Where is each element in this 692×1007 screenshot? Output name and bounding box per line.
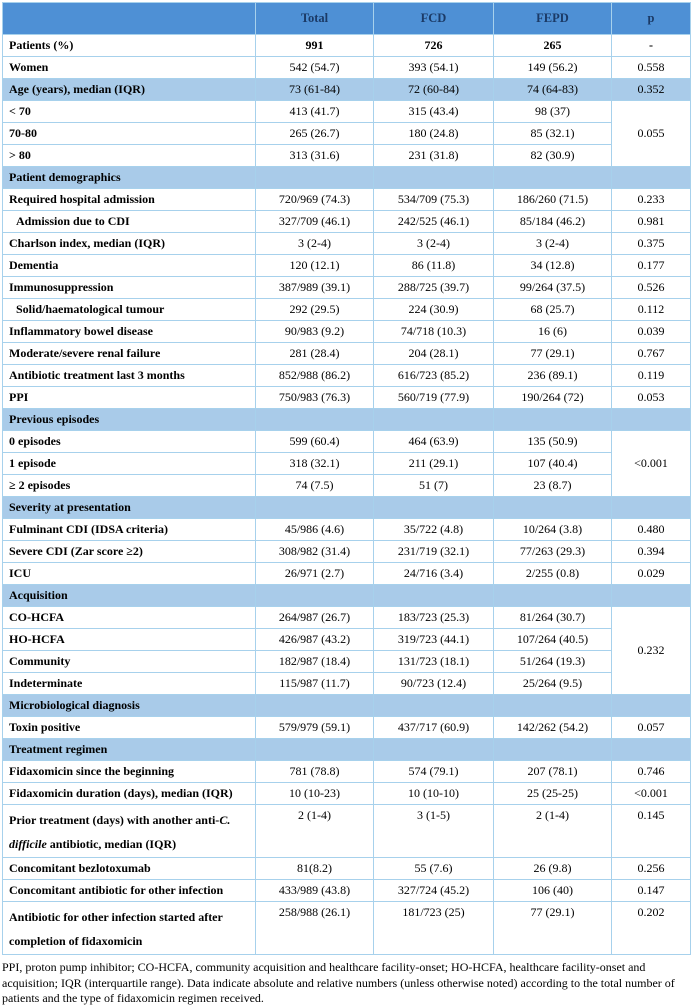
header-corner-cell: [3, 3, 256, 35]
value-cell: 77/263 (29.3): [494, 541, 612, 563]
row-label-cell: Severe CDI (Zar score ≥2): [3, 541, 256, 563]
value-cell: 2 (1-4): [256, 805, 374, 858]
section-empty-cell: [612, 739, 691, 761]
row-label-cell: 1 episode: [3, 453, 256, 475]
table-row: [3, 475, 691, 497]
row-label-cell: Moderate/severe renal failure: [3, 343, 256, 365]
row-label-cell: Fidaxomicin since the beginning: [3, 761, 256, 783]
section-empty-cell: [256, 497, 374, 519]
row-label-cell: Dementia: [3, 255, 256, 277]
value-cell: 231 (31.8): [374, 145, 494, 167]
table-row: [3, 233, 691, 255]
section-row: [3, 497, 691, 519]
value-cell: 327/709 (46.1): [256, 211, 374, 233]
value-cell: 2 (1-4): [494, 805, 612, 858]
value-cell: 579/979 (59.1): [256, 717, 374, 739]
value-cell: 45/986 (4.6): [256, 519, 374, 541]
row-label-cell: Patients (%): [3, 35, 256, 57]
row-label-cell: Required hospital admission: [3, 189, 256, 211]
p-value-cell: <0.001: [612, 431, 691, 497]
row-label-cell: PPI: [3, 387, 256, 409]
value-cell: 560/719 (77.9): [374, 387, 494, 409]
row-label-cell: > 80: [3, 145, 256, 167]
value-cell: 90/983 (9.2): [256, 321, 374, 343]
section-empty-cell: [374, 739, 494, 761]
section-row: [3, 739, 691, 761]
p-value-cell: 0.981: [612, 211, 691, 233]
p-value-cell: 0.526: [612, 277, 691, 299]
section-empty-cell: [256, 585, 374, 607]
row-label-cell: Indeterminate: [3, 673, 256, 695]
row-label-cell: CO-HCFA: [3, 607, 256, 629]
value-cell: 55 (7.6): [374, 858, 494, 880]
value-cell: 120 (12.1): [256, 255, 374, 277]
table-row: [3, 255, 691, 277]
table-row: [3, 805, 691, 858]
section-row: [3, 585, 691, 607]
p-value-cell: 0.055: [612, 101, 691, 167]
value-cell: 204 (28.1): [374, 343, 494, 365]
section-empty-cell: [374, 585, 494, 607]
value-cell: 77 (29.1): [494, 343, 612, 365]
value-cell: 82 (30.9): [494, 145, 612, 167]
table-row: [3, 343, 691, 365]
row-label-cell: 0 episodes: [3, 431, 256, 453]
value-cell: 292 (29.5): [256, 299, 374, 321]
value-cell: 750/983 (76.3): [256, 387, 374, 409]
section-empty-cell: [494, 409, 612, 431]
value-cell: 315 (43.4): [374, 101, 494, 123]
value-cell: 186/260 (71.5): [494, 189, 612, 211]
row-label-cell: Charlson index, median (IQR): [3, 233, 256, 255]
p-value-cell: 0.029: [612, 563, 691, 585]
section-empty-cell: [612, 409, 691, 431]
value-cell: 16 (6): [494, 321, 612, 343]
value-cell: 180 (24.8): [374, 123, 494, 145]
value-cell: 991: [256, 35, 374, 57]
value-cell: 81/264 (30.7): [494, 607, 612, 629]
row-label-cell: Admission due to CDI: [3, 211, 256, 233]
table-row: [3, 453, 691, 475]
value-cell: 211 (29.1): [374, 453, 494, 475]
header-cell-fepd: FEPD: [494, 3, 612, 35]
p-value-cell: 0.558: [612, 57, 691, 79]
section-empty-cell: [374, 695, 494, 717]
value-cell: 426/987 (43.2): [256, 629, 374, 651]
section-empty-cell: [612, 585, 691, 607]
row-label-cell: Immunosuppression: [3, 277, 256, 299]
value-cell: 264/987 (26.7): [256, 607, 374, 629]
table-row: [3, 858, 691, 880]
value-cell: 265: [494, 35, 612, 57]
value-cell: 149 (56.2): [494, 57, 612, 79]
value-cell: 34 (12.8): [494, 255, 612, 277]
value-cell: 308/982 (31.4): [256, 541, 374, 563]
value-cell: 26/971 (2.7): [256, 563, 374, 585]
row-label-cell: Solid/haematological tumour: [3, 299, 256, 321]
p-value-cell: -: [612, 35, 691, 57]
value-cell: 74/718 (10.3): [374, 321, 494, 343]
p-value-cell: 0.202: [612, 902, 691, 955]
value-cell: 51/264 (19.3): [494, 651, 612, 673]
table-row: [3, 189, 691, 211]
section-row: [3, 695, 691, 717]
row-label-cell: Fidaxomicin duration (days), median (IQR): [3, 783, 256, 805]
section-empty-cell: [256, 409, 374, 431]
header-cell-total: Total: [256, 3, 374, 35]
patient-characteristics-table: [2, 2, 691, 955]
value-cell: 413 (41.7): [256, 101, 374, 123]
row-label-cell: Community: [3, 651, 256, 673]
p-value-cell: 0.039: [612, 321, 691, 343]
p-value-cell: 0.053: [612, 387, 691, 409]
value-cell: 231/719 (32.1): [374, 541, 494, 563]
value-cell: 258/988 (26.1): [256, 902, 374, 955]
value-cell: 288/725 (39.7): [374, 277, 494, 299]
table-row: [3, 35, 691, 57]
value-cell: 51 (7): [374, 475, 494, 497]
table-row: [3, 902, 691, 955]
section-label-cell: Treatment regimen: [3, 739, 256, 761]
value-cell: 437/717 (60.9): [374, 717, 494, 739]
value-cell: 236 (89.1): [494, 365, 612, 387]
p-value-cell: 0.232: [612, 607, 691, 695]
value-cell: 10 (10-23): [256, 783, 374, 805]
value-cell: 142/262 (54.2): [494, 717, 612, 739]
value-cell: 464 (63.9): [374, 431, 494, 453]
value-cell: 26 (9.8): [494, 858, 612, 880]
value-cell: 181/723 (25): [374, 902, 494, 955]
p-value-cell: 0.233: [612, 189, 691, 211]
value-cell: 852/988 (86.2): [256, 365, 374, 387]
row-label-cell: Toxin positive: [3, 717, 256, 739]
row-label-cell: ≥ 2 episodes: [3, 475, 256, 497]
row-label-cell: Concomitant bezlotoxumab: [3, 858, 256, 880]
row-label-cell: HO-HCFA: [3, 629, 256, 651]
table-row: [3, 541, 691, 563]
table-row: [3, 145, 691, 167]
row-label-cell: 70-80: [3, 123, 256, 145]
table-row: [3, 387, 691, 409]
row-label-cell: Antibiotic for other infection started after completion of fidaxomicin: [3, 902, 256, 955]
table-row: [3, 651, 691, 673]
row-label-cell: Inflammatory bowel disease: [3, 321, 256, 343]
section-empty-cell: [494, 497, 612, 519]
header-cell-p: p: [612, 3, 691, 35]
value-cell: 98 (37): [494, 101, 612, 123]
table-row: [3, 123, 691, 145]
value-cell: 77 (29.1): [494, 902, 612, 955]
table-row: [3, 783, 691, 805]
p-value-cell: 0.057: [612, 717, 691, 739]
table-row: [3, 607, 691, 629]
section-row: [3, 409, 691, 431]
row-label-cell: Prior treatment (days) with another anti-C. difficile antibiotic, median (IQR): [3, 805, 256, 858]
p-value-cell: 0.352: [612, 79, 691, 101]
table-row: [3, 79, 691, 101]
table-row: [3, 673, 691, 695]
section-empty-cell: [256, 167, 374, 189]
value-cell: 265 (26.7): [256, 123, 374, 145]
header-cell-fcd: FCD: [374, 3, 494, 35]
value-cell: 224 (30.9): [374, 299, 494, 321]
value-cell: 74 (7.5): [256, 475, 374, 497]
table-row: [3, 101, 691, 123]
value-cell: 781 (78.8): [256, 761, 374, 783]
section-label-cell: Patient demographics: [3, 167, 256, 189]
value-cell: 25/264 (9.5): [494, 673, 612, 695]
table-row: [3, 321, 691, 343]
value-cell: 182/987 (18.4): [256, 651, 374, 673]
section-empty-cell: [374, 167, 494, 189]
value-cell: 74 (64-83): [494, 79, 612, 101]
section-empty-cell: [494, 739, 612, 761]
value-cell: 25 (25-25): [494, 783, 612, 805]
p-value-cell: 0.256: [612, 858, 691, 880]
value-cell: 23 (8.7): [494, 475, 612, 497]
value-cell: 313 (31.6): [256, 145, 374, 167]
value-cell: 135 (50.9): [494, 431, 612, 453]
value-cell: 616/723 (85.2): [374, 365, 494, 387]
table-row: [3, 563, 691, 585]
value-cell: 387/989 (39.1): [256, 277, 374, 299]
p-value-cell: 0.145: [612, 805, 691, 858]
table-row: [3, 277, 691, 299]
section-row: [3, 167, 691, 189]
value-cell: 393 (54.1): [374, 57, 494, 79]
value-cell: 318 (32.1): [256, 453, 374, 475]
table-row: [3, 365, 691, 387]
value-cell: 599 (60.4): [256, 431, 374, 453]
table-row: [3, 629, 691, 651]
value-cell: 72 (60-84): [374, 79, 494, 101]
value-cell: 183/723 (25.3): [374, 607, 494, 629]
p-value-cell: 0.177: [612, 255, 691, 277]
section-label-cell: Microbiological diagnosis: [3, 695, 256, 717]
p-value-cell: 0.746: [612, 761, 691, 783]
section-label-cell: Severity at presentation: [3, 497, 256, 519]
value-cell: 190/264 (72): [494, 387, 612, 409]
row-label-cell: ICU: [3, 563, 256, 585]
section-empty-cell: [256, 739, 374, 761]
value-cell: 3 (2-4): [494, 233, 612, 255]
table-row: [3, 299, 691, 321]
value-cell: 106 (40): [494, 880, 612, 902]
value-cell: 115/987 (11.7): [256, 673, 374, 695]
table-row: [3, 57, 691, 79]
value-cell: 574 (79.1): [374, 761, 494, 783]
value-cell: 242/525 (46.1): [374, 211, 494, 233]
p-value-cell: <0.001: [612, 783, 691, 805]
section-empty-cell: [494, 167, 612, 189]
section-empty-cell: [374, 409, 494, 431]
section-empty-cell: [494, 585, 612, 607]
section-label-cell: Previous episodes: [3, 409, 256, 431]
value-cell: 319/723 (44.1): [374, 629, 494, 651]
p-value-cell: 0.147: [612, 880, 691, 902]
value-cell: 24/716 (3.4): [374, 563, 494, 585]
value-cell: 726: [374, 35, 494, 57]
value-cell: 542 (54.7): [256, 57, 374, 79]
table-row: [3, 761, 691, 783]
table-header-row: [3, 3, 691, 35]
row-label-cell: Women: [3, 57, 256, 79]
p-value-cell: 0.767: [612, 343, 691, 365]
value-cell: 720/969 (74.3): [256, 189, 374, 211]
value-cell: 73 (61-84): [256, 79, 374, 101]
row-label-cell: Age (years), median (IQR): [3, 79, 256, 101]
table-body: [3, 35, 691, 955]
table-row: [3, 431, 691, 453]
value-cell: 10 (10-10): [374, 783, 494, 805]
p-value-cell: 0.375: [612, 233, 691, 255]
section-label-cell: Acquisition: [3, 585, 256, 607]
value-cell: 107 (40.4): [494, 453, 612, 475]
row-label-cell: Concomitant antibiotic for other infection: [3, 880, 256, 902]
value-cell: 433/989 (43.8): [256, 880, 374, 902]
p-value-cell: 0.119: [612, 365, 691, 387]
value-cell: 3 (1-5): [374, 805, 494, 858]
section-empty-cell: [256, 695, 374, 717]
value-cell: 10/264 (3.8): [494, 519, 612, 541]
section-empty-cell: [494, 695, 612, 717]
value-cell: 86 (11.8): [374, 255, 494, 277]
value-cell: 85/184 (46.2): [494, 211, 612, 233]
section-empty-cell: [612, 695, 691, 717]
value-cell: 68 (25.7): [494, 299, 612, 321]
table-row: [3, 880, 691, 902]
table-row: [3, 519, 691, 541]
p-value-cell: 0.480: [612, 519, 691, 541]
value-cell: 90/723 (12.4): [374, 673, 494, 695]
value-cell: 3 (2-4): [374, 233, 494, 255]
p-value-cell: 0.394: [612, 541, 691, 563]
section-empty-cell: [374, 497, 494, 519]
value-cell: 281 (28.4): [256, 343, 374, 365]
value-cell: 107/264 (40.5): [494, 629, 612, 651]
value-cell: 2/255 (0.8): [494, 563, 612, 585]
row-label-cell: Fulminant CDI (IDSA criteria): [3, 519, 256, 541]
value-cell: 327/724 (45.2): [374, 880, 494, 902]
row-label-cell: < 70: [3, 101, 256, 123]
value-cell: 3 (2-4): [256, 233, 374, 255]
value-cell: 35/722 (4.8): [374, 519, 494, 541]
table-footnote: PPI, proton pump inhibitor; CO-HCFA, community acquisition and healthcare facility-onset; HO-HCFA, healthcare facility-onset and acquisition; IQR (interquartile range). Data indicate absolute and relative numbers (unless otherwise noted) according to the total number of patients and the type of fidaxomicin regimen received.: [2, 960, 675, 1005]
section-empty-cell: [612, 497, 691, 519]
value-cell: 534/709 (75.3): [374, 189, 494, 211]
table-row: [3, 211, 691, 233]
row-label-cell: Antibiotic treatment last 3 months: [3, 365, 256, 387]
value-cell: 81(8.2): [256, 858, 374, 880]
p-value-cell: 0.112: [612, 299, 691, 321]
section-empty-cell: [612, 167, 691, 189]
table-row: [3, 717, 691, 739]
value-cell: 99/264 (37.5): [494, 277, 612, 299]
value-cell: 131/723 (18.1): [374, 651, 494, 673]
value-cell: 207 (78.1): [494, 761, 612, 783]
value-cell: 85 (32.1): [494, 123, 612, 145]
